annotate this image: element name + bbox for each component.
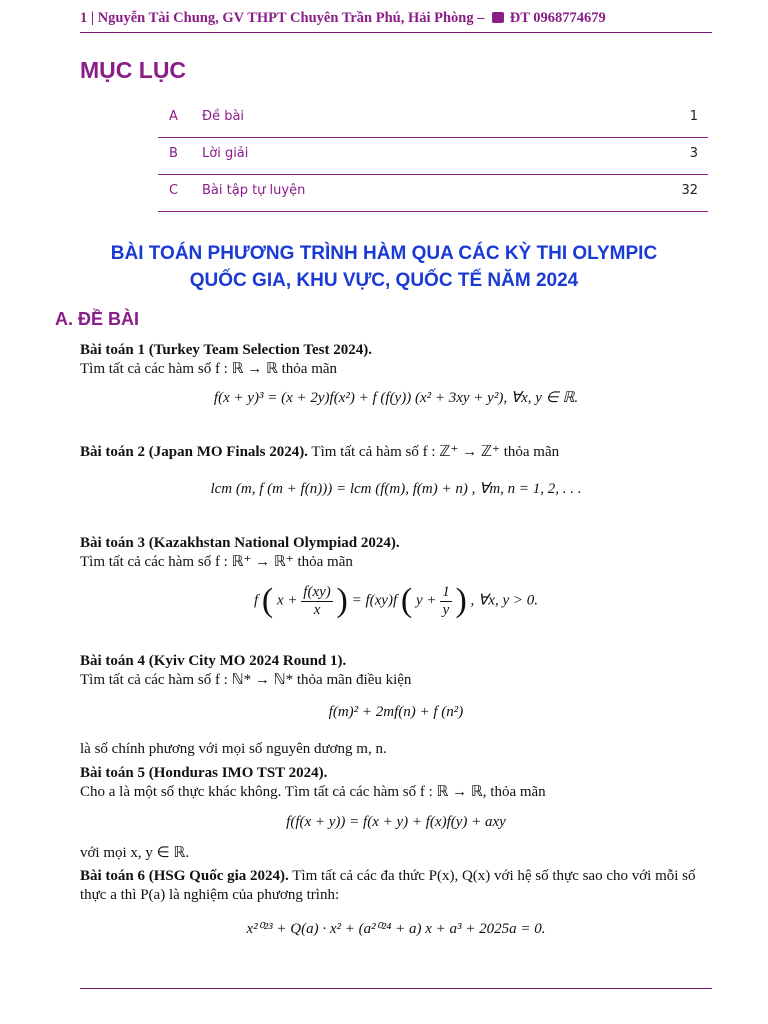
problem-title: Bài toán 4 (Kyiv City MO 2024 Round 1). xyxy=(80,653,347,669)
phone-icon xyxy=(492,12,504,23)
left-paren: ( xyxy=(400,582,413,619)
header-author: Nguyễn Tài Chung, GV THPT Chuyên Trần Phú, Hải Phòng xyxy=(97,10,474,26)
toc-letter: A xyxy=(169,109,178,124)
problem-1 xyxy=(80,341,712,379)
problem-3 xyxy=(80,534,712,572)
problem-6-equation: x²⁰²³ + Q(a) · x² + (a²⁰²⁴ + a) x + a³ + 2025a = 0. xyxy=(246,921,546,937)
problem-title: Bài toán 5 (Honduras IMO TST 2024). xyxy=(80,765,328,781)
toc-row[interactable] xyxy=(158,101,708,138)
toc-text[interactable]: Đề bài xyxy=(202,109,245,124)
problem-text: Tìm tất cả các hàm số f : ℝ → ℝ thỏa mãn xyxy=(80,361,338,377)
problem-4 xyxy=(80,652,712,690)
problem-title: Bài toán 3 (Kazakhstan National Olympiad 2024). xyxy=(80,535,400,551)
eq-part: , ∀x, y > 0. xyxy=(470,592,538,609)
problem-6 xyxy=(80,867,712,905)
toc-text[interactable]: Lời giải xyxy=(202,146,249,161)
main-title-line1: BÀI TOÁN PHƯƠNG TRÌNH HÀM QUA CÁC KỲ THI OLYMPIC xyxy=(110,243,658,264)
eq-part: = f(xy)f xyxy=(351,592,398,609)
problem-1-equation: f(x + y)³ = (x + 2y)f(x²) + f (f(y)) (x² + 3xy + y²), ∀x, y ∈ ℝ. xyxy=(213,390,579,406)
page-header: 1 | Nguyễn Tài Chung, GV THPT Chuyên Trần Phú, Hải Phòng – ĐT 0968774679 xyxy=(80,10,712,33)
left-paren: ( xyxy=(261,582,274,619)
problem-text: Tìm tất cả hàm số f : ℤ⁺ → ℤ⁺ thỏa mãn xyxy=(311,444,560,460)
toc-page: 1 xyxy=(689,109,698,124)
footer-rule xyxy=(80,988,712,989)
toc-page: 3 xyxy=(689,146,698,161)
header-separator: – xyxy=(477,10,485,26)
page-number: 1 xyxy=(80,10,88,26)
problem-4-after: là số chính phương với mọi số nguyên dương m, n. xyxy=(80,741,387,757)
main-title-line2: QUỐC GIA, KHU VỰC, QUỐC TẾ NĂM 2024 xyxy=(189,270,579,291)
problem-4-equation: f(m)² + 2mf(n) + f (n²) xyxy=(328,704,464,720)
problem-text: Tìm tất cả các hàm số f : ℕ* → ℕ* thỏa mãn điều kiện xyxy=(80,672,412,688)
toc-row[interactable] xyxy=(158,138,708,175)
eq-part: f xyxy=(254,592,259,609)
numerator: f(xy) xyxy=(303,583,331,600)
problem-5-equation: f(f(x + y)) = f(x + y) + f(x)f(y) + axy xyxy=(286,814,506,830)
fraction xyxy=(301,584,332,619)
denominator: x xyxy=(313,601,321,618)
fraction xyxy=(440,584,452,619)
numerator: 1 xyxy=(442,583,450,600)
eq-part: y + xyxy=(415,592,437,609)
problem-text: Tìm tất cả các đa thức P(x), Q(x) với hệ số thực sao cho với mỗi số thực a thì P(a) là nghiệm của phương trình: xyxy=(80,868,696,903)
eq-part: x + xyxy=(277,592,298,609)
problem-5-after: với mọi x, y ∈ ℝ. xyxy=(80,845,190,861)
problem-text: Cho a là một số thực khác không. Tìm tất cả các hàm số f : ℝ → ℝ, thỏa mãn xyxy=(80,784,546,800)
problem-5 xyxy=(80,764,712,802)
toc-page: 32 xyxy=(681,183,698,198)
problem-2 xyxy=(80,443,712,462)
problem-text: Tìm tất cả các hàm số f : ℝ⁺ → ℝ⁺ thỏa mãn xyxy=(80,554,353,570)
toc-letter: B xyxy=(169,146,178,161)
right-paren: ) xyxy=(455,582,467,619)
table-of-contents xyxy=(158,101,708,212)
problem-2-equation: lcm (m, f (m + f(n))) = lcm (f(m), f(m) + n) , ∀m, n = 1, 2, . . . xyxy=(210,481,582,497)
header-phone: ĐT 0968774679 xyxy=(509,10,606,26)
main-title xyxy=(60,240,708,294)
toc-row[interactable] xyxy=(158,175,708,212)
toc-title: MỤC LỤC xyxy=(80,57,187,83)
right-paren: ) xyxy=(336,582,348,619)
problem-title: Bài toán 1 (Turkey Team Selection Test 2024). xyxy=(80,342,372,358)
section-heading: A. ĐỀ BÀI xyxy=(55,309,140,329)
toc-text[interactable]: Bài tập tự luyện xyxy=(202,183,306,198)
problem-3-equation xyxy=(80,582,712,620)
problem-title: Bài toán 6 (HSG Quốc gia 2024). xyxy=(80,868,289,884)
denominator: y xyxy=(442,601,450,618)
toc-letter: C xyxy=(169,183,179,198)
problem-title: Bài toán 2 (Japan MO Finals 2024). xyxy=(80,444,308,460)
